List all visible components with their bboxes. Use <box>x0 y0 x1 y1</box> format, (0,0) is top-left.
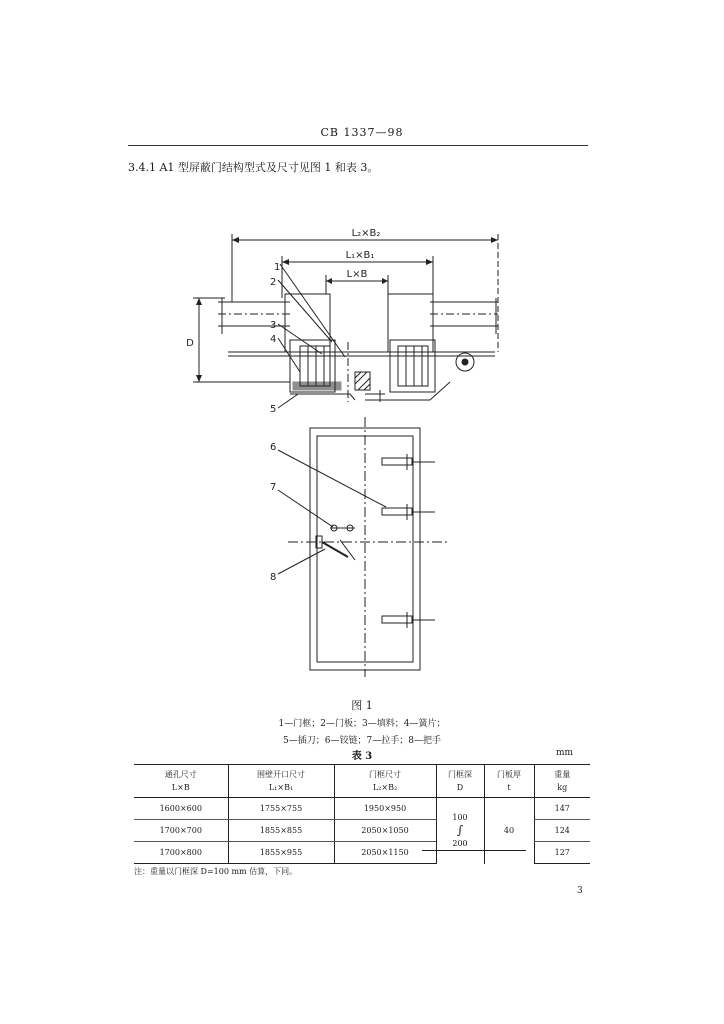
clause-text: 3.4.1 A1 型屏蔽门结构型式及尺寸见图 1 和表 3。 <box>128 161 379 174</box>
cell-through-hole: 1600×600 <box>134 798 228 820</box>
cell-through-hole: 1700×800 <box>134 842 228 864</box>
callout-1: 1 <box>274 262 281 273</box>
figure-legend-line-1: 1—门框；2—门板；3—填料；4—簧片； <box>278 719 446 729</box>
table-unit: mm <box>556 748 574 758</box>
table-note: 注：重量以门框深 D=100 mm 估算，下同。 <box>134 867 298 876</box>
callout-8: 8 <box>270 572 277 583</box>
cell-weight: 147 <box>534 798 590 820</box>
table-header-row <box>134 765 590 798</box>
cell-frame: 1950×950 <box>334 798 436 820</box>
cell-wall-opening: 1855×855 <box>228 820 334 842</box>
cell-frame: 2050×1050 <box>334 820 436 842</box>
figure-legend-line-2: 5—插刀；6—铰链；7—拉手；8—把手 <box>283 736 441 746</box>
figure-title: 图 1 <box>351 699 373 712</box>
header-door-thickness: 门板厚 t <box>484 765 534 798</box>
cell-door-thickness: 40 <box>484 798 534 864</box>
header-wall-opening: 围壁开口尺寸 L₁×B₁ <box>228 765 334 798</box>
figure-1-drawing <box>150 222 510 687</box>
cell-wall-opening: 1855×955 <box>228 842 334 864</box>
cell-weight: 124 <box>534 820 590 842</box>
header-rule <box>128 145 588 146</box>
cell-frame: 2050×1150 <box>334 842 436 864</box>
dim-label-depth: D <box>186 338 194 349</box>
callout-6: 6 <box>270 442 277 453</box>
header-frame-depth: 门框深 D <box>436 765 484 798</box>
section-view <box>218 294 498 402</box>
spec-table <box>134 764 590 864</box>
table-row <box>134 798 590 820</box>
dim-label-inner: L×B <box>346 269 368 280</box>
cell-frame-depth-range: 100 ∫ 200 <box>436 798 484 864</box>
dim-label-middle: L₁×B₁ <box>345 250 375 261</box>
header-weight: 重量 kg <box>534 765 590 798</box>
header-through-hole: 通孔尺寸 L×B <box>134 765 228 798</box>
callout-7: 7 <box>270 482 277 493</box>
callout-3: 3 <box>270 320 277 331</box>
callout-2: 2 <box>270 277 277 288</box>
cell-through-hole: 1700×700 <box>134 820 228 842</box>
table-title: 表 3 <box>351 751 373 762</box>
page-number: 3 <box>577 886 583 896</box>
callout-5: 5 <box>270 404 277 415</box>
table-bottom-rule <box>422 850 526 851</box>
header-frame: 门框尺寸 L₂×B₂ <box>334 765 436 798</box>
dim-label-outer: L₂×B₂ <box>351 228 381 239</box>
cell-weight: 127 <box>534 842 590 864</box>
door-elevation <box>278 417 450 677</box>
cell-wall-opening: 1755×755 <box>228 798 334 820</box>
callout-4: 4 <box>270 334 277 345</box>
page-header: CB 1337—98 <box>320 126 404 139</box>
